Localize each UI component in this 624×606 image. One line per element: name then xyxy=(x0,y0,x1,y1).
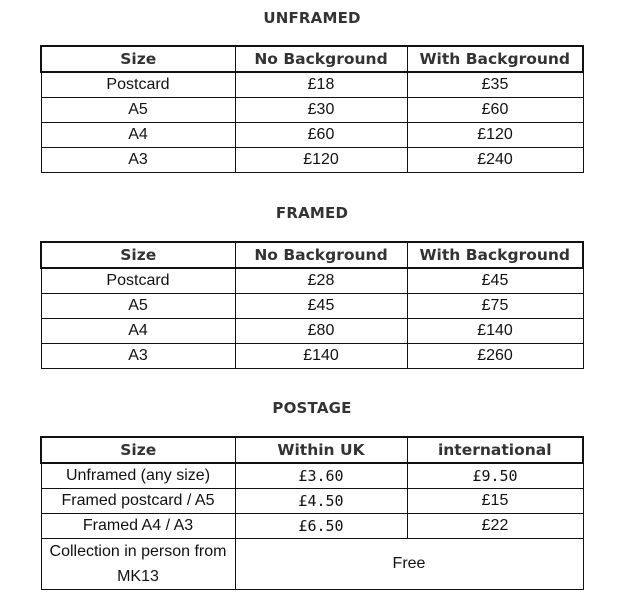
price-cell: £120 xyxy=(407,123,583,148)
size-cell: A3 xyxy=(41,148,235,173)
column-header-no-background: No Background xyxy=(235,46,407,72)
column-header-no-background: No Background xyxy=(235,242,407,268)
column-header-size: Size xyxy=(41,46,235,72)
size-cell: A5 xyxy=(41,98,235,123)
size-cell: Postcard xyxy=(41,268,235,294)
table-header-row xyxy=(41,242,583,268)
postage-price-table xyxy=(40,436,584,590)
column-header-within-uk: Within UK xyxy=(235,437,407,463)
size-cell: A3 xyxy=(41,344,235,369)
size-cell: A4 xyxy=(41,319,235,344)
price-cell: £120 xyxy=(235,148,407,173)
table-row xyxy=(41,319,583,344)
price-cell: £45 xyxy=(235,294,407,319)
unframed-price-table xyxy=(40,45,584,173)
size-cell: A5 xyxy=(41,294,235,319)
size-cell: Postcard xyxy=(41,72,235,98)
price-cell: £75 xyxy=(407,294,583,319)
postage-title: POSTAGE xyxy=(272,399,352,417)
table-row xyxy=(41,294,583,319)
column-header-with-background: With Background xyxy=(407,242,583,268)
table-row xyxy=(41,463,583,489)
price-cell: £3.60 xyxy=(235,463,407,489)
price-cell: £9.50 xyxy=(407,463,583,489)
table-row xyxy=(41,72,583,98)
price-cell: £18 xyxy=(235,72,407,98)
column-header-with-background: With Background xyxy=(407,46,583,72)
table-row xyxy=(41,539,583,590)
price-cell: £240 xyxy=(407,148,583,173)
price-cell: £30 xyxy=(235,98,407,123)
size-cell: A4 xyxy=(41,123,235,148)
price-cell: £140 xyxy=(235,344,407,369)
framed-price-table xyxy=(40,241,584,369)
price-cell: £260 xyxy=(407,344,583,369)
size-cell: Framed postcard / A5 xyxy=(41,489,235,514)
price-cell: £28 xyxy=(235,268,407,294)
table-row xyxy=(41,123,583,148)
price-cell: £15 xyxy=(407,489,583,514)
price-cell: £140 xyxy=(407,319,583,344)
price-cell: £22 xyxy=(407,514,583,539)
size-cell: Unframed (any size) xyxy=(41,463,235,489)
price-cell: £60 xyxy=(407,98,583,123)
collection-free-cell: Free xyxy=(235,539,583,590)
column-header-international: international xyxy=(407,437,583,463)
price-cell: £4.50 xyxy=(235,489,407,514)
column-header-size: Size xyxy=(41,242,235,268)
collection-label-cell: Collection in person from MK13 xyxy=(41,539,235,590)
price-cell: £60 xyxy=(235,123,407,148)
table-header-row xyxy=(41,46,583,72)
unframed-title: UNFRAMED xyxy=(263,9,361,27)
price-cell: £45 xyxy=(407,268,583,294)
table-row xyxy=(41,344,583,369)
table-row xyxy=(41,98,583,123)
table-row xyxy=(41,148,583,173)
table-header-row xyxy=(41,437,583,463)
price-cell: £35 xyxy=(407,72,583,98)
column-header-size: Size xyxy=(41,437,235,463)
table-row xyxy=(41,489,583,514)
table-row xyxy=(41,514,583,539)
price-cell: £80 xyxy=(235,319,407,344)
table-row xyxy=(41,268,583,294)
size-cell: Framed A4 / A3 xyxy=(41,514,235,539)
framed-title: FRAMED xyxy=(275,204,349,222)
price-cell: £6.50 xyxy=(235,514,407,539)
